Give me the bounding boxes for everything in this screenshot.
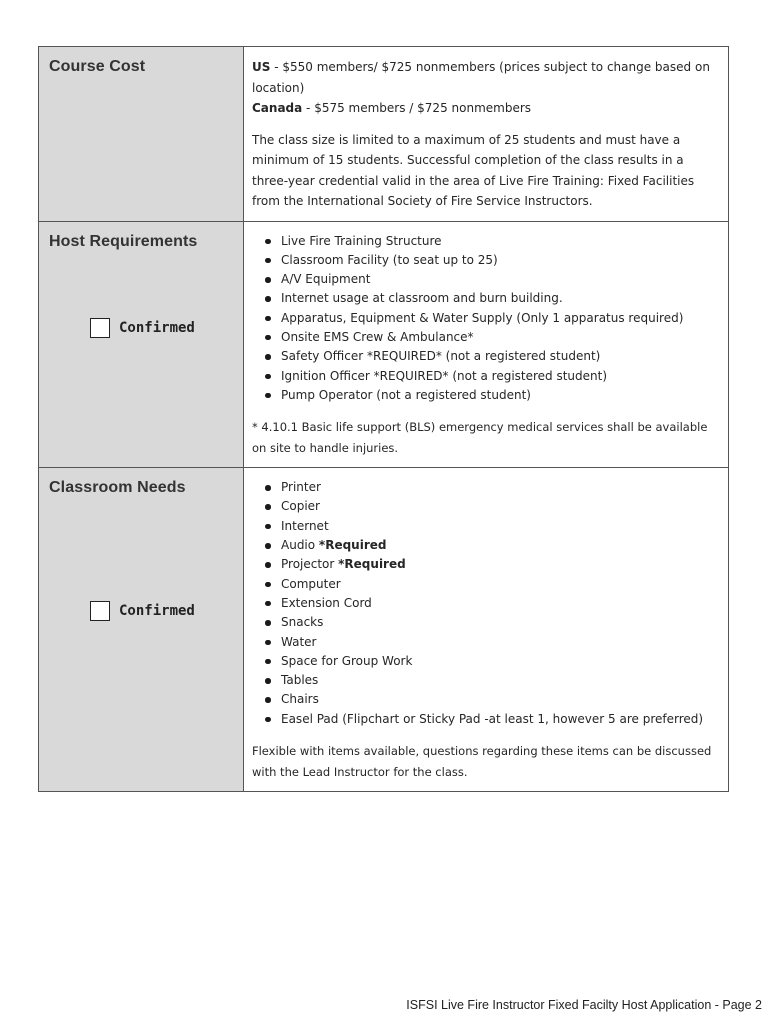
list-item-text: Audio [281,538,319,553]
list-item: Live Fire Training Structure [265,232,720,251]
list-item [265,497,720,516]
host-requirements-row [39,221,729,468]
us-label: US [252,60,271,74]
list-item [265,671,720,690]
course-cost-row [39,47,729,222]
list-item-text: Chairs [281,692,319,707]
list-item-text: Easel Pad (Flipchart or Sticky Pad -at least 1, however 5 are preferred) [281,711,704,726]
list-item: Safety Officer *REQUIRED* (not a registered student) [265,347,720,366]
list-item [265,710,720,729]
host-requirements-title: Host Requirements [49,232,198,250]
classroom-needs-confirm-label: Confirmed [119,603,195,620]
list-item-text: Snacks [281,615,324,630]
list-item [265,613,720,632]
host-requirements-confirm [90,318,235,338]
host-requirements-label-cell [39,221,244,468]
host-requirements-checkbox[interactable] [90,318,110,338]
classroom-needs-content-cell [244,468,729,792]
list-item [265,652,720,671]
required-flag: *Required [318,538,387,553]
list-item [265,555,720,574]
list-item: Ignition Officer *REQUIRED* (not a registered student) [265,367,720,386]
classroom-needs-title: Classroom Needs [49,479,186,497]
host-requirements-content-cell [244,221,729,468]
flexible-items-note: Flexible with items available, questions regarding these items can be discussed with the Lead Instructor for the class. [252,744,712,779]
host-application-table [38,46,729,792]
list-item-text: Water [281,634,317,649]
bls-note: * 4.10.1 Basic life support (BLS) emergency medical services shall be available on site to handle injuries. [252,420,708,455]
host-requirements-list [252,232,720,406]
classroom-needs-row [39,468,729,792]
list-item: Internet usage at classroom and burn building. [265,289,720,308]
classroom-needs-confirm [90,601,235,621]
list-item: Apparatus, Equipment & Water Supply (Only 1 apparatus required) [265,309,720,328]
list-item-text: Projector [281,557,339,572]
list-item-text: Extension Cord [281,595,372,610]
us-pricing-text: - $550 members/ $725 nonmembers (prices subject to change based on location) [252,60,710,95]
course-cost-label-cell [39,47,244,222]
list-item [265,594,720,613]
list-item-text: Internet [281,518,329,533]
list-item-text: Copier [281,499,320,514]
list-item [265,633,720,652]
list-item [265,517,720,536]
class-size-paragraph: The class size is limited to a maximum of 25 students and must have a minimum of 15 students. Successful completion of the class results in a three-year credential valid in the area of Live Fire Training: Fixed Facilities from the International Society of Fire Service Instructors. [252,132,695,208]
list-item [265,575,720,594]
host-requirements-confirm-label: Confirmed [119,319,195,336]
course-cost-title: Course Cost [49,58,146,75]
classroom-needs-label-cell [39,468,244,792]
list-item: Pump Operator (not a registered student) [265,386,720,405]
page-footer: ISFSI Live Fire Instructor Fixed Facilty Host Application - Page 2 [406,998,762,1012]
list-item: A/V Equipment [265,270,720,289]
course-cost-content-cell [244,47,729,222]
list-item: Onsite EMS Crew & Ambulance* [265,328,720,347]
canada-label: Canada [252,101,303,115]
list-item-text: Computer [281,576,341,591]
list-item [265,536,720,555]
list-item-text: Space for Group Work [281,653,413,668]
required-flag: *Required [338,557,406,572]
list-item [265,690,720,709]
list-item-text: Tables [281,673,319,688]
list-item-text: Printer [281,480,321,495]
canada-pricing-text: - $575 members / $725 nonmembers [302,101,532,115]
us-pricing [252,57,720,119]
classroom-needs-checkbox[interactable] [90,601,110,621]
classroom-needs-list [252,478,720,729]
list-item [265,478,720,497]
list-item: Classroom Facility (to seat up to 25) [265,251,720,270]
